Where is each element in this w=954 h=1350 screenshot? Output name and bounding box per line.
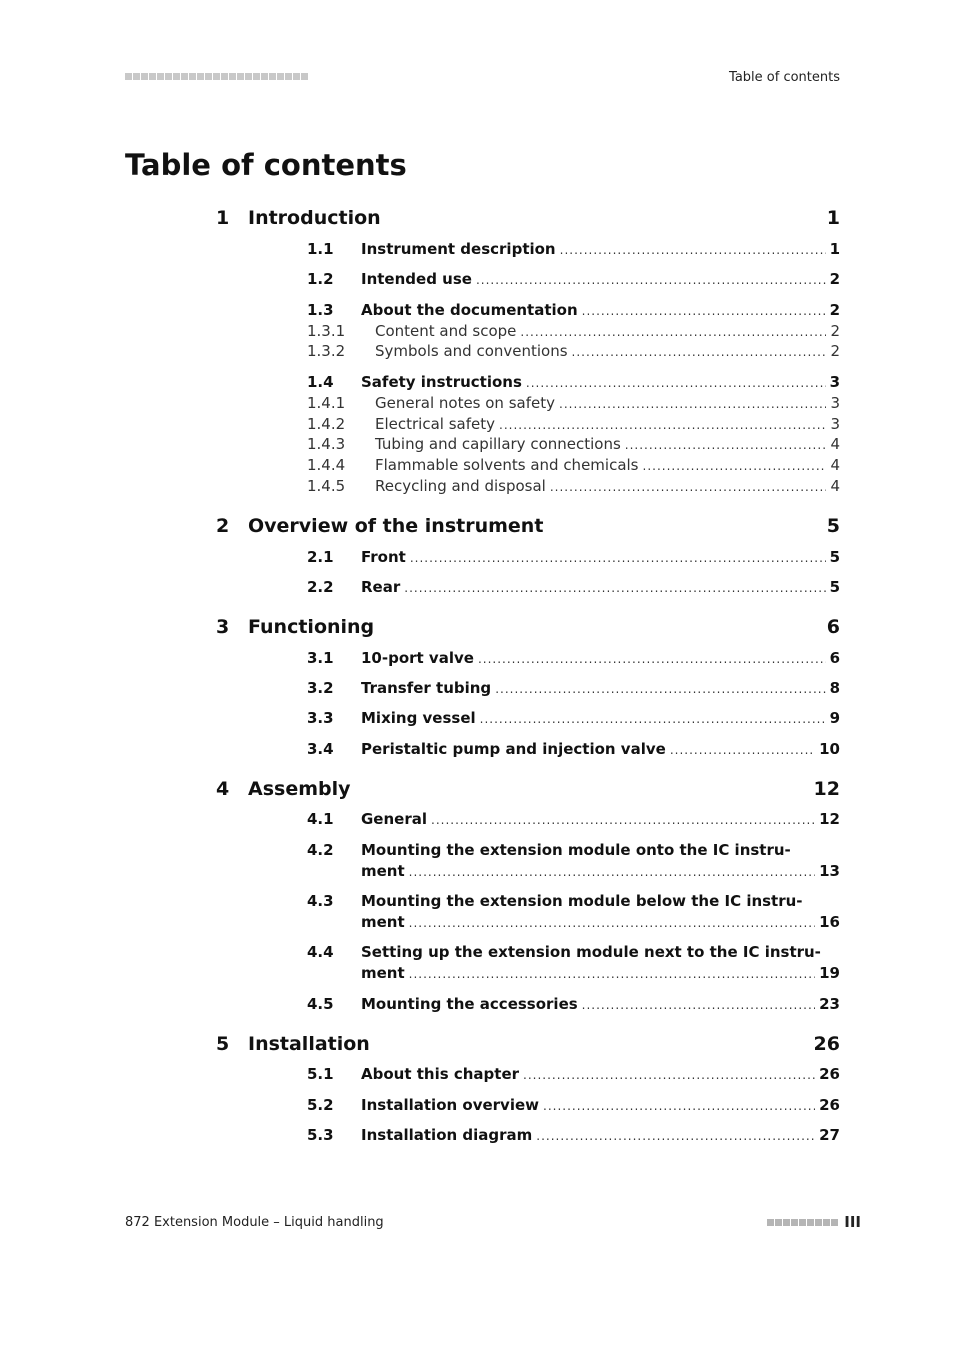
toc-entry-1-3[interactable]: [0, 300, 954, 322]
entry-title: Installation diagram: [361, 1126, 533, 1144]
toc-chapter-2[interactable]: [0, 515, 954, 537]
entry-title: 10-port valve: [361, 649, 474, 667]
dot-leader: [409, 964, 815, 984]
footer-document-title: 872 Extension Module – Liquid handling: [125, 1215, 384, 1230]
chapter-title: Installation: [248, 1033, 370, 1055]
entry-page: 23: [819, 995, 840, 1013]
toc-entry-1-3-1[interactable]: [0, 321, 954, 343]
entry-title: General: [361, 810, 427, 828]
dot-leader: [499, 415, 826, 435]
entry-page: 4: [830, 456, 840, 474]
entry-number: 4.4: [307, 943, 334, 961]
entry-number: 3.1: [307, 649, 334, 667]
toc-entry-1-4-3[interactable]: [0, 434, 954, 456]
dot-leader: [559, 394, 826, 414]
entry-page: 3: [829, 373, 840, 391]
entry-number: 1.2: [307, 270, 334, 288]
dot-leader: [625, 435, 827, 455]
entry-page: 2: [830, 322, 840, 340]
entry-number: 1.4.4: [307, 456, 346, 474]
entry-number: 1.1: [307, 240, 334, 258]
entry-page: 8: [829, 679, 840, 697]
dot-leader: [543, 1096, 815, 1116]
chapter-number: 4: [216, 778, 230, 800]
entry-title: Mounting the accessories: [361, 995, 578, 1013]
chapter-page: 6: [826, 616, 840, 638]
entry-page: 5: [829, 578, 840, 596]
entry-number: 5.1: [307, 1065, 334, 1083]
toc-entry-5-2[interactable]: [0, 1095, 954, 1117]
toc-entry-2-2[interactable]: [0, 577, 954, 599]
entry-page: 26: [819, 1065, 840, 1083]
toc-entry-5-3[interactable]: [0, 1125, 954, 1147]
chapter-page: 12: [813, 778, 840, 800]
entry-page: 27: [819, 1126, 840, 1144]
entry-number: 3.4: [307, 740, 334, 758]
entry-page: 4: [830, 477, 840, 495]
dot-leader: [476, 270, 826, 290]
entry-page: 6: [829, 649, 840, 667]
toc-entry-2-1[interactable]: [0, 547, 954, 569]
dot-leader: [495, 679, 825, 699]
entry-title-line2: ment: [361, 862, 405, 880]
entry-title-line1: Mounting the extension module below the IC instru-: [361, 892, 803, 910]
toc-entry-1-4[interactable]: [0, 372, 954, 394]
toc-chapter-1[interactable]: [0, 207, 954, 229]
toc-entry-1-1[interactable]: [0, 239, 954, 261]
entry-page: 19: [819, 964, 840, 982]
chapter-number: 3: [216, 616, 230, 638]
toc-entry-4-5[interactable]: [0, 994, 954, 1016]
toc-entry-3-2[interactable]: [0, 678, 954, 700]
entry-title: Transfer tubing: [361, 679, 492, 697]
dot-leader: [670, 740, 815, 760]
entry-page: 2: [830, 342, 840, 360]
entry-title: Recycling and disposal: [375, 477, 546, 495]
entry-number: 2.2: [307, 578, 334, 596]
dot-leader: [410, 548, 826, 568]
dot-leader: [536, 1126, 815, 1146]
entry-number: 5.2: [307, 1096, 334, 1114]
entry-title-line2: ment: [361, 913, 405, 931]
entry-page: 5: [829, 548, 840, 566]
chapter-title: Introduction: [248, 207, 381, 229]
toc-entry-4-4[interactable]: [0, 942, 954, 984]
entry-title: Electrical safety: [375, 415, 495, 433]
dot-leader: [478, 649, 826, 669]
entry-number: 1.3: [307, 301, 334, 319]
toc-entry-4-1[interactable]: [0, 809, 954, 831]
entry-title: Symbols and conventions: [375, 342, 568, 360]
toc-chapter-4[interactable]: [0, 778, 954, 800]
dot-leader: [480, 709, 826, 729]
dot-leader: [404, 578, 825, 598]
entry-number: 1.4: [307, 373, 334, 391]
entry-number: 1.3.2: [307, 342, 346, 360]
dot-leader: [643, 456, 827, 476]
toc-entry-1-4-5[interactable]: [0, 476, 954, 498]
entry-title: Installation overview: [361, 1096, 540, 1114]
entry-number: 1.4.5: [307, 477, 346, 495]
entry-number: 3.2: [307, 679, 334, 697]
entry-page: 26: [819, 1096, 840, 1114]
entry-title: About this chapter: [361, 1065, 520, 1083]
dot-leader: [526, 373, 826, 393]
chapter-page: 26: [813, 1033, 840, 1055]
footer-squares-decoration: [767, 1219, 838, 1226]
entry-title: Intended use: [361, 270, 472, 288]
entry-title: Front: [361, 548, 406, 566]
entry-number: 2.1: [307, 548, 334, 566]
chapter-number: 2: [216, 515, 230, 537]
entry-page: 2: [829, 301, 840, 319]
entry-title: Safety instructions: [361, 373, 522, 391]
entry-page: 10: [819, 740, 840, 758]
toc-entry-4-3[interactable]: [0, 891, 954, 933]
chapter-page: 1: [826, 207, 840, 229]
dot-leader: [520, 322, 826, 342]
entry-number: 4.3: [307, 892, 334, 910]
dot-leader: [409, 862, 815, 882]
dot-leader: [550, 477, 827, 497]
entry-page: 12: [819, 810, 840, 828]
entry-number: 1.4.3: [307, 435, 346, 453]
entry-page: 16: [819, 913, 840, 931]
dot-leader: [409, 913, 815, 933]
header-squares-decoration: [125, 73, 308, 80]
entry-title: Peristaltic pump and injection valve: [361, 740, 666, 758]
entry-page: 1: [829, 240, 840, 258]
toc-entry-3-1[interactable]: [0, 648, 954, 670]
entry-page: 4: [830, 435, 840, 453]
entry-title: About the documentation: [361, 301, 578, 319]
dot-leader: [523, 1065, 815, 1085]
toc-entry-5-1[interactable]: [0, 1064, 954, 1086]
entry-number: 1.4.1: [307, 394, 346, 412]
dot-leader: [582, 995, 815, 1015]
dot-leader: [582, 301, 826, 321]
entry-title: Mixing vessel: [361, 709, 476, 727]
toc-entry-1-2[interactable]: [0, 269, 954, 291]
chapter-number: 5: [216, 1033, 230, 1055]
entry-title-line2: ment: [361, 964, 405, 982]
entry-page: 3: [830, 415, 840, 433]
running-header-title: Table of contents: [729, 70, 840, 85]
footer-page-marker: [767, 1213, 861, 1231]
chapter-title: Overview of the instrument: [248, 515, 544, 537]
toc-entry-1-4-2[interactable]: [0, 414, 954, 436]
entry-title-line1: Mounting the extension module onto the IC instru-: [361, 841, 791, 859]
toc-entry-3-3[interactable]: [0, 708, 954, 730]
entry-number: 3.3: [307, 709, 334, 727]
entry-title: Rear: [361, 578, 401, 596]
entry-title: Content and scope: [375, 322, 517, 340]
entry-number: 1.4.2: [307, 415, 346, 433]
dot-leader: [572, 342, 827, 362]
entry-title: Instrument description: [361, 240, 556, 258]
dot-leader: [560, 240, 826, 260]
entry-title: Tubing and capillary connections: [375, 435, 621, 453]
entry-number: 4.1: [307, 810, 334, 828]
entry-page: 2: [829, 270, 840, 288]
entry-page: 9: [829, 709, 840, 727]
entry-number: 4.2: [307, 841, 334, 859]
toc-chapter-5[interactable]: [0, 1033, 954, 1055]
footer-page-number: III: [844, 1213, 861, 1231]
chapter-number: 1: [216, 207, 230, 229]
toc-entry-1-3-2[interactable]: [0, 341, 954, 363]
toc-chapter-3[interactable]: [0, 616, 954, 638]
entry-number: 1.3.1: [307, 322, 346, 340]
toc-entry-1-4-4[interactable]: [0, 455, 954, 477]
chapter-title: Assembly: [248, 778, 351, 800]
entry-number: 5.3: [307, 1126, 334, 1144]
entry-page: 13: [819, 862, 840, 880]
dot-leader: [431, 810, 815, 830]
toc-entry-3-4[interactable]: [0, 739, 954, 761]
entry-title: General notes on safety: [375, 394, 555, 412]
chapter-page: 5: [826, 515, 840, 537]
toc-entry-4-2[interactable]: [0, 840, 954, 882]
toc-entry-1-4-1[interactable]: [0, 393, 954, 415]
page-title: Table of contents: [125, 148, 407, 182]
entry-number: 4.5: [307, 995, 334, 1013]
chapter-title: Functioning: [248, 616, 375, 638]
entry-page: 3: [830, 394, 840, 412]
entry-title-line1: Setting up the extension module next to the IC instru-: [361, 943, 821, 961]
entry-title: Flammable solvents and chemicals: [375, 456, 639, 474]
